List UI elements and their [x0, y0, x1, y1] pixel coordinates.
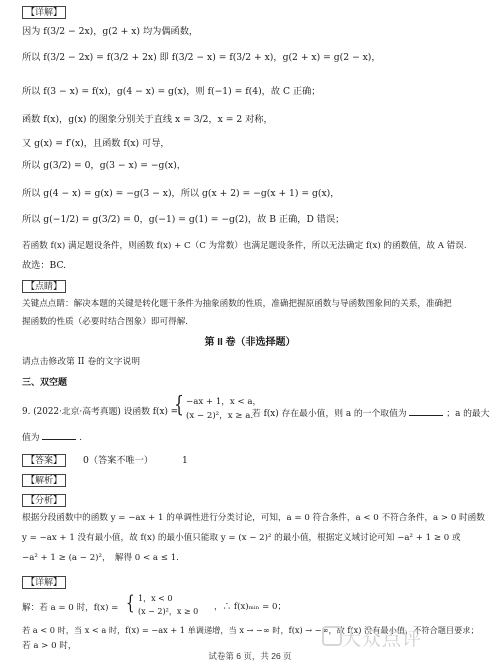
points-line-2: 握函数的性质（必要时结合图象）即可得解.: [22, 317, 189, 327]
detail2-piece-2: (x − 2)²，x ≥ 0: [138, 607, 199, 616]
watermark-logo-icon: [322, 626, 342, 646]
points-line-1: 关键点点睛：解决本题的关键是转化题干条件为抽象函数的性质，准确把握原函数与导函数图象间的关系，准确把: [22, 299, 452, 309]
question-after: 若 f(x) 存在最小值，则 a 的一个取值为 ；a 的最大: [252, 406, 490, 419]
detail2-line-1: 解：若 a = 0 时，f(x) =: [22, 603, 119, 613]
section-title: 三、双空题: [22, 377, 68, 387]
volume-note: 请点击修改第 II 卷的文字说明: [22, 357, 141, 367]
piece-2: (x − 2)²，x ≥ a.: [186, 411, 254, 421]
answer-row: [22, 454, 486, 467]
question-source: 9. (2022·北京·高考真题) 设函数 f(x) =: [22, 407, 179, 417]
detail-label: 【详解】: [22, 6, 486, 19]
detail2-line-2: 若 a < 0 时，当 x < a 时，f(x) = −ax + 1 单调递增，当 x → −∞ 时，f(x) → −∞，故 f(x) 没有最小值，不符合题目要求；: [22, 625, 479, 635]
solution-line-8: 所以 g(−1/2) = g(3/2) = 0，g(−1) = g(1) = −g(2)，故 B 正确，D 错误；: [22, 214, 345, 225]
solution-line-1: 因为 f(3/2 − 2x)，g(2 + x) 均为偶函数，: [22, 26, 199, 37]
left-brace-2: {: [125, 590, 135, 614]
fenxi-line-1: 根据分段函数中的函数 y = −ax + 1 的单调性进行分类讨论，可知，a = 0 符合条件，a < 0 不符合条件，a > 0 时函数: [22, 513, 485, 523]
solution-line-4: 函数 f(x)，g(x) 的图象分别关于直线 x = 3/2，x = 2 对称，: [22, 114, 273, 125]
solution-line-6: 所以 g(3/2) = 0，g(3 − x) = −g(x)，: [22, 160, 186, 171]
solution-line-2: 所以 f(3/2 − 2x) = f(3/2 + 2x) 即 f(3/2 − x) = f(3/2 + x)，g(2 + x) = g(2 − x)，: [22, 52, 381, 63]
solution-line-5: 又 g(x) = f′(x)，且函数 f(x) 可导，: [22, 138, 170, 149]
watermark-text: 大众点评: [342, 629, 423, 650]
solution-line-9: 若函数 f(x) 满足题设条件，则函数 f(x) + C（C 为常数）也满足题设条件，所以无法确定 f(x) 的函数值，故 A 错误.: [22, 241, 467, 251]
answer-value-2: 1: [182, 455, 188, 466]
solution-line-7: 所以 g(4 − x) = g(x) = −g(3 − x)，所以 g(x + 2) = −g(x + 1) = g(x)，: [22, 188, 340, 199]
detail2-piece-1: 1，x < 0: [138, 594, 173, 603]
piece-1: −ax + 1，x < a，: [186, 397, 262, 407]
answer-value-1: 0（答案不唯一）: [82, 455, 154, 466]
points-label: 【点睛】: [22, 280, 486, 293]
answer-blank-2[interactable]: [42, 430, 76, 440]
answer-blank-1[interactable]: [409, 406, 443, 416]
left-brace: {: [174, 393, 184, 418]
solution-line-3: 所以 f(3 − x) = f(x)，g(4 − x) = g(x)，则 f(−1) = f(4)，故 C 正确；: [22, 86, 321, 97]
fenxi-line-3: −a² + 1 ≥ (a − 2)²， 解得 0 < a ≤ 1.: [22, 553, 179, 563]
volume-title: 第 II 卷（非选择题）: [204, 337, 296, 348]
detail2-label: 【详解】: [22, 576, 486, 589]
detail2-line-1-end: ，∴ f(x)ₘᵢₙ = 0；: [214, 602, 287, 612]
fenxi-label: 【分析】: [22, 494, 486, 507]
solution-line-10: 故选：BC.: [22, 260, 67, 271]
page-footer: 试卷第 6 页，共 26 页: [208, 651, 292, 661]
answer-label: 【答案】: [22, 454, 66, 467]
fenxi-line-2: y = −ax + 1 没有最小值，故 f(x) 的最小值只能取 y = (x − 2)² 的最小值，根据定义域讨论可知 −a² + 1 ≥ 0 或: [22, 533, 461, 543]
analysis-label: 【解析】: [22, 474, 486, 487]
question-line-2: 值为 .: [22, 430, 486, 444]
detail2-line-3: 若 a > 0 时，: [22, 641, 77, 651]
